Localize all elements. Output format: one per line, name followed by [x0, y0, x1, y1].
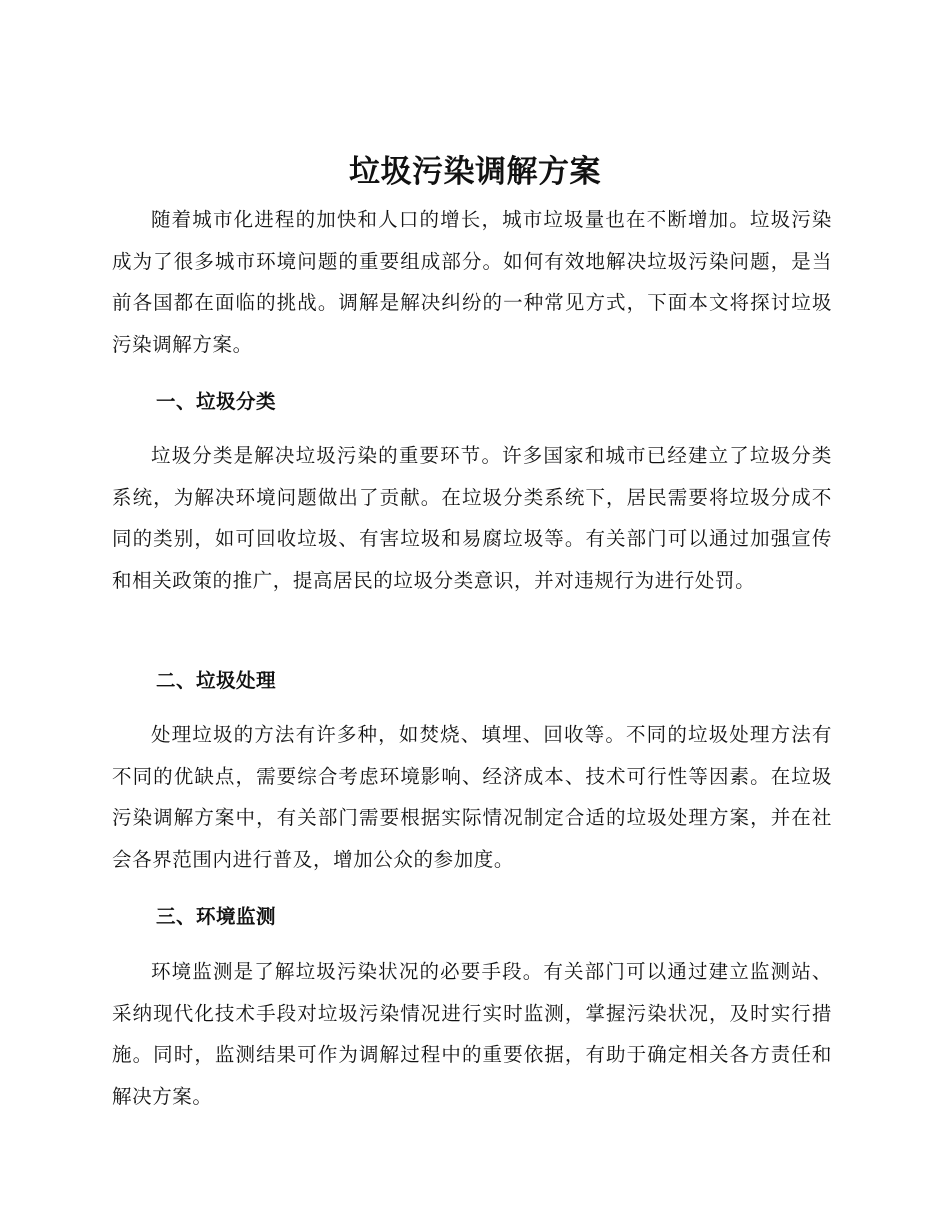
- section-body-monitoring: 环境监测是了解垃圾污染状况的必要手段。有关部门可以通过建立监测站、采纳现代化技术手段对垃圾污染情况进行实时监测，掌握污染状况，及时实行措施。同时，监测结果可作为调解过程中的重要依据，有助于确定相关各方责任和解决方案。: [112, 960, 832, 1108]
- section-heading-processing: 二、垃圾处理: [156, 669, 277, 692]
- intro-paragraph: 随着城市化进程的加快和人口的增长，城市垃圾量也在不断增加。垃圾污染成为了很多城市环境问题的重要组成部分。如何有效地解决垃圾污染问题，是当前各国都在面临的挑战。调解是解决纠纷的一种常见方式，下面本文将探讨垃圾污染调解方案。: [112, 208, 832, 356]
- document-title: 垃圾污染调解方案: [349, 154, 601, 190]
- section-body-processing: 处理垃圾的方法有许多种，如焚烧、填埋、回收等。不同的垃圾处理方法有不同的优缺点，需要综合考虑环境影响、经济成本、技术可行性等因素。在垃圾污染调解方案中，有关部门需要根据实际情况制定合适的垃圾处理方案，并在社会各界范围内进行普及，增加公众的参加度。: [112, 723, 832, 871]
- section-heading-monitoring: 三、环境监测: [156, 905, 277, 928]
- section-heading-sorting: 一、垃圾分类: [156, 390, 277, 413]
- section-body-sorting: 垃圾分类是解决垃圾污染的重要环节。许多国家和城市已经建立了垃圾分类系统，为解决环境问题做出了贡献。在垃圾分类系统下，居民需要将垃圾分成不同的类别，如可回收垃圾、有害垃圾和易腐垃圾等。有关部门可以通过加强宣传和相关政策的推广，提高居民的垃圾分类意识，并对违规行为进行处罚。: [112, 444, 832, 592]
